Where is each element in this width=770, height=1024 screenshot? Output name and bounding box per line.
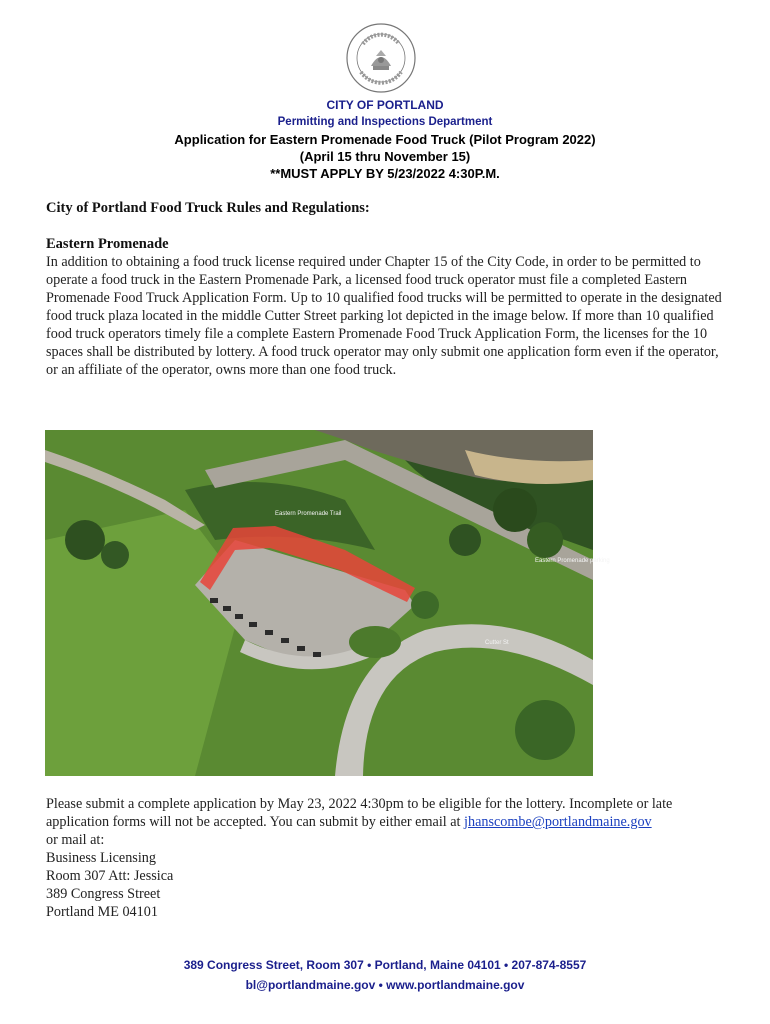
- application-title: Application for Eastern Promenade Food Truck (Pilot Program 2022): [174, 132, 596, 147]
- map-label-parking: Eastern Promenade parking: [535, 558, 610, 564]
- city-seal-logo: [345, 22, 417, 94]
- address-line: Business Licensing: [46, 850, 156, 866]
- address-line: Portland ME 04101: [46, 904, 158, 920]
- header-city: CITY OF PORTLAND: [326, 98, 444, 112]
- map-label-promenade-trail: Eastern Promenade Trail: [275, 511, 342, 517]
- email-link[interactable]: jhanscombe@portlandmaine.gov: [464, 814, 652, 830]
- aerial-map-image: [45, 430, 610, 776]
- address-line: Room 307 Att: Jessica: [46, 868, 174, 884]
- map-label-cutter-st: Cutter St: [485, 640, 509, 646]
- header-department: Permitting and Inspections Department: [277, 116, 493, 128]
- submission-instructions: [46, 795, 736, 921]
- rules-paragraph: In addition to obtaining a food truck license required under Chapter 15 of the City Code, in order to be permitted to operate a food truck in the Eastern Promenade Park, a licensed food truck operator must file a completed Eastern Promenade Food Truck Application Form. Up to 10 qualified food trucks will be permitted to operate in the designated food truck plaza located in the middle Cutter Street parking lot depicted in the image below. If more than 10 qualified food truck operators timely file a complete Eastern Promenade Food Truck Application Form, the licenses for the 10 spaces shall be distributed by lottery. A food truck operator may only submit one application form even if the operator, or an affiliate of the operator, owns more than one food truck.: [46, 254, 722, 378]
- application-date-range: (April 15 thru November 15): [299, 149, 471, 164]
- footer-address: 389 Congress Street, Room 307 • Portland, Maine 04101 • 207-874-8557: [183, 958, 587, 972]
- eastern-promenade-heading: Eastern Promenade: [46, 236, 169, 252]
- footer-contact: bl@portlandmaine.gov • www.portlandmaine.gov: [245, 978, 525, 992]
- application-deadline: **MUST APPLY BY 5/23/2022 4:30P.M.: [270, 166, 500, 181]
- submission-intro: Please submit a complete application by May 23, 2022 4:30pm to be eligible for the lottery. Incomplete or late application forms will not be accepted. You can submit by either email at: [46, 796, 673, 830]
- or-mail-label: or mail at:: [46, 832, 105, 848]
- address-line: 389 Congress Street: [46, 886, 161, 902]
- rules-heading: City of Portland Food Truck Rules and Regulations:: [46, 200, 370, 216]
